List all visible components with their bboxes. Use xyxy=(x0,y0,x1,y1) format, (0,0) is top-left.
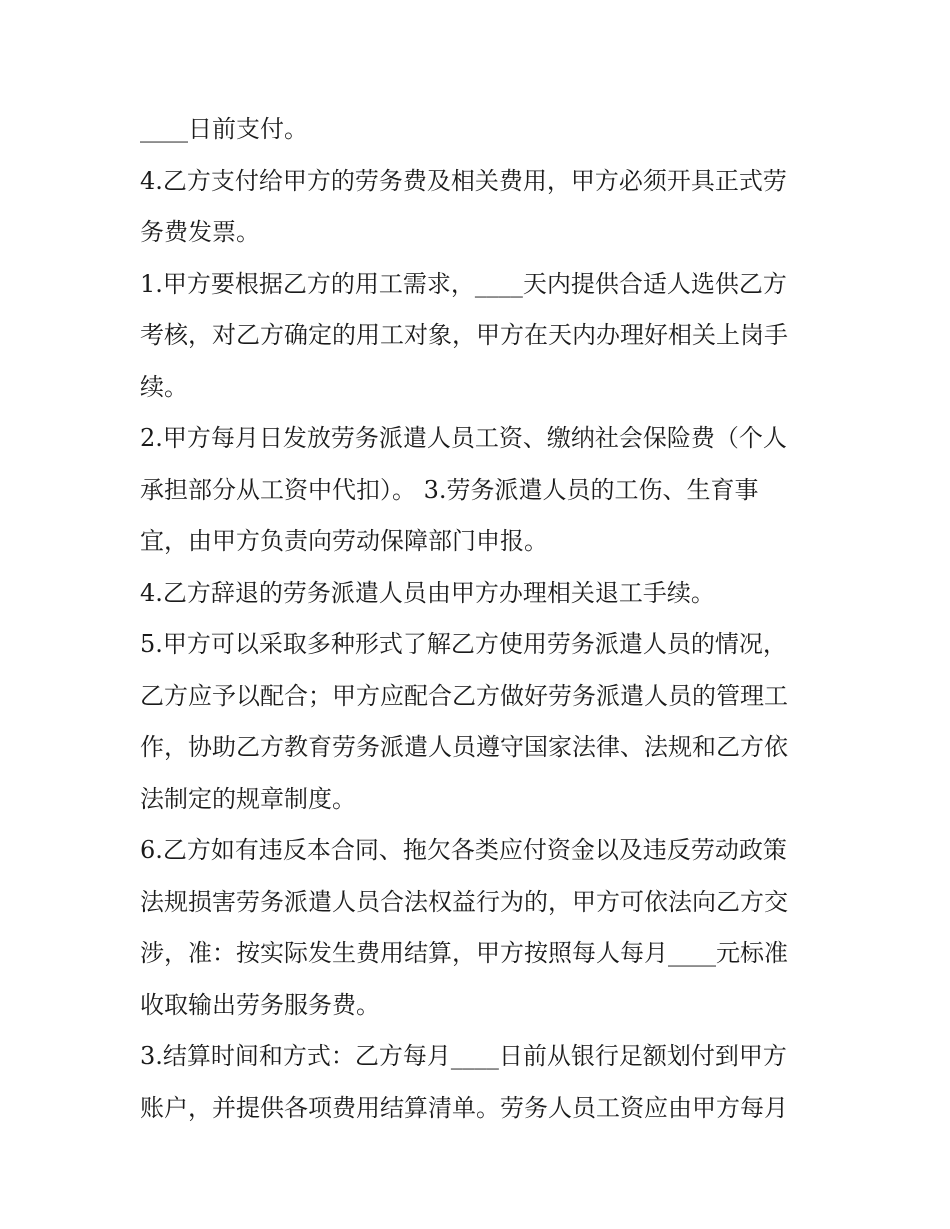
text-line: 收取输出劳务服务费。 xyxy=(140,990,380,1019)
text-line: 法制定的规章制度。 xyxy=(140,784,356,813)
text-line: 作，协助乙方教育劳务派遣人员遵守国家法律、法规和乙方依 xyxy=(140,733,788,761)
text-line: 宜，由甲方负责向劳动保障部门申报。 xyxy=(140,527,548,555)
text-line: 考核，对乙方确定的用工对象，甲方在天内办理好相关上岗手 xyxy=(140,321,788,349)
text-line: 账户，并提供各项费用结算清单。劳务人员工资应由甲方每月 xyxy=(140,1093,788,1122)
text-line: 2.甲方每月日发放劳务派遣人员工资、缴纳社会保险费（个人 xyxy=(140,424,787,452)
contract-text xyxy=(140,104,820,1134)
text-line: 4.乙方辞退的劳务派遣人员由甲方办理相关退工手续。 xyxy=(140,578,715,607)
text-line: 续。 xyxy=(140,372,188,401)
text-line: 5.甲方可以采取多种形式了解乙方使用劳务派遣人员的情况， xyxy=(140,630,787,658)
text-line: 乙方应予以配合；甲方应配合乙方做好劳务派遣人员的管理工 xyxy=(140,681,788,710)
text-line: 6.乙方如有违反本合同、拖欠各类应付资金以及违反劳动政策 xyxy=(140,836,787,864)
text-line: 务费发票。 xyxy=(140,218,260,246)
text-line: 法规损害劳务派遣人员合法权益行为的，甲方可依法向乙方交 xyxy=(140,887,788,916)
text-line: 3.结算时间和方式：乙方每月____日前从银行足额划付到甲方 xyxy=(140,1042,787,1070)
text-line: 涉，准：按实际发生费用结算，甲方按照每人每月____元标准 xyxy=(140,939,788,967)
text-line: 1.甲方要根据乙方的用工需求，____天内提供合适人选供乙方 xyxy=(140,269,787,298)
text-line: 4.乙方支付给甲方的劳务费及相关费用，甲方必须开具正式劳 xyxy=(140,166,787,195)
text-line: 承担部分从工资中代扣）。 3.劳务派遣人员的工伤、生育事 xyxy=(140,475,759,504)
text-line: ____日前支付。 xyxy=(140,115,308,143)
